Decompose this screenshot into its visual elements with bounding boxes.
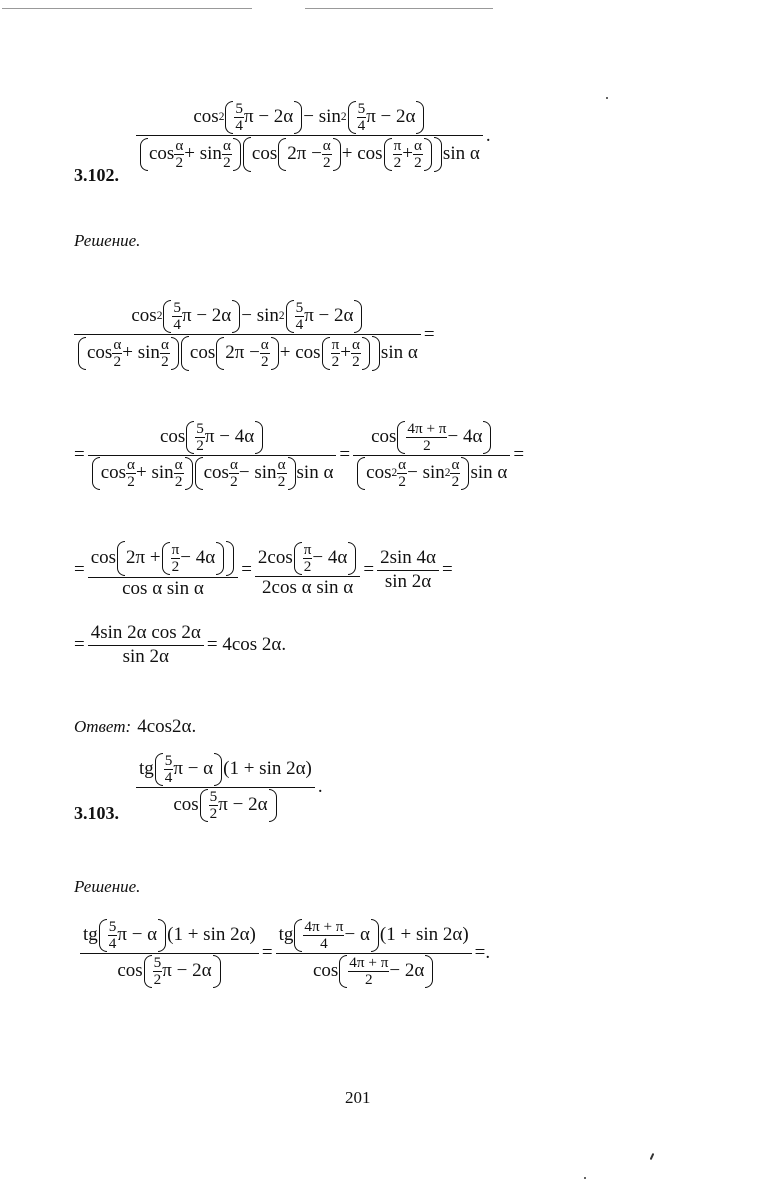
page-number: 201 <box>345 1088 371 1107</box>
answer-line <box>74 716 196 738</box>
answer-value: 4cos2α. <box>137 716 197 737</box>
problem-3-103-expression: tg $\frac{5}{4}$ π − α (1 + sin 2α) cos $\frac{5}{2}$ π − 2α . <box>136 752 323 823</box>
scan-speck <box>650 1153 655 1160</box>
solution-line-1: cos 2 $\frac{5}{4}$ π − 2α − sin 2 $\frac{5}{4}$ π − 2α cos $\frac{\alpha}{2}$ + sin $\frac{\alpha}{2}$ cos 2π − $\frac{\alpha}{2}$ + cos $\frac{\pi}{2}$ + $\frac{\alpha}{2}$ sin α = <box>74 299 435 372</box>
solution-heading: Решение. <box>74 877 141 896</box>
scan-speck <box>584 1177 586 1179</box>
solution-103-line-1: tg $\frac{5}{4}$ π − α (1 + sin 2α) cos $\frac{5}{2}$ π − 2α = tg $\frac{4\pi + \pi}{4}$ − α (1 + sin 2α) cos $\frac{4\pi + \pi}{2}$ − 2α =. <box>80 918 490 989</box>
scan-edge-line <box>305 8 493 9</box>
problem-number: 3.102. <box>74 165 119 185</box>
answer-label: Ответ: <box>74 717 132 736</box>
solution-line-2: = cos $\frac{5}{2}$ π − 4α cos $\frac{\alpha}{2}$ + sin $\frac{\alpha}{2}$ cos $\frac{\alpha}{2}$ − sin $\frac{\alpha}{2}$ sin α = cos $\frac{4\pi + \pi}{2}$ − 4α cos 2 $\frac{\alpha}{2}$ − sin 2 $\frac{\alpha}{2}$ sin α = <box>74 420 525 490</box>
solution-line-4: = $\frac{\text{4sin 2α cos 2α}}{\sin 2\alpha}$ = 4cos 2α. <box>74 622 287 667</box>
scan-edge-line <box>2 8 252 9</box>
problem-number: 3.103. <box>74 803 119 823</box>
solution-line-3: = cos 2π + $\frac{\pi}{2}$ − 4α cos α sin α = 2cos $\frac{\pi}{2}$ − 4α 2cos α sin α = $\frac{2\sin 4\alpha}{\sin 2\alpha}$ = <box>74 541 453 599</box>
problem-3-102-expression: cos 2 $\frac{5}{4}$ π − 2α − sin 2 $\frac{5}{4}$ π − 2α cos $\frac{\alpha}{2}$ + sin $\frac{\alpha}{2}$ cos 2π − $\frac{\alpha}{2}$ + cos $\frac{\pi}{2}$ + $\frac{\alpha}{2}$ sin α . <box>136 100 491 173</box>
scan-speck <box>606 97 608 99</box>
solution-heading: Решение. <box>74 231 141 250</box>
